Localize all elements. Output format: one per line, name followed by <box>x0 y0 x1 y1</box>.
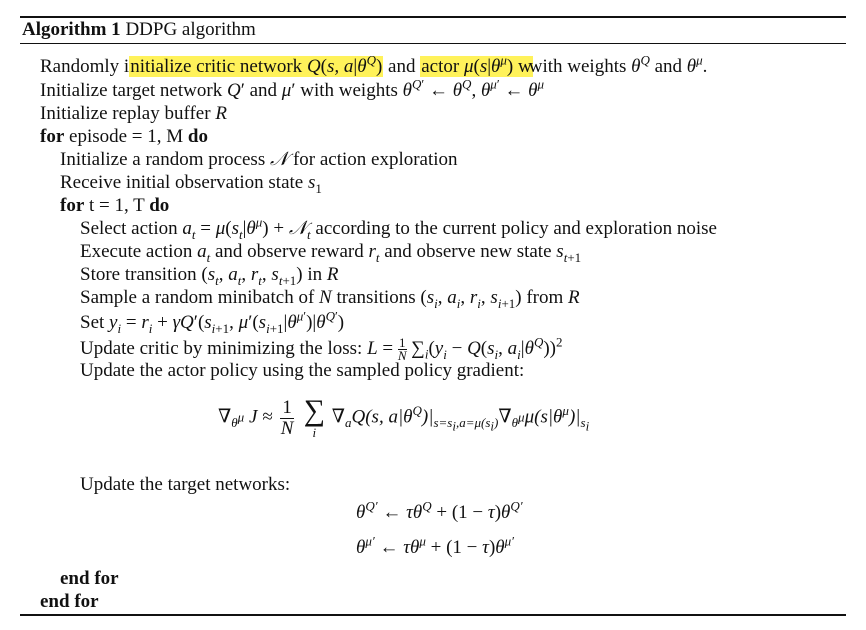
line-update-critic: Update critic by minimizing the loss: L = $\frac{1}{N}$ $\sum_i(y_i - Q(s_i$, $a_i|\theta^Q))^2$ <box>80 334 563 363</box>
top-rule <box>20 16 846 18</box>
bottom-rule <box>20 614 846 616</box>
text: Initialize target network <box>40 80 223 101</box>
text: from <box>526 287 564 308</box>
algorithm-label: Algorithm 1 <box>22 19 121 40</box>
line-for-episode <box>40 126 208 148</box>
keyword-do: do <box>149 195 170 216</box>
text: Sample a random minibatch of <box>80 287 315 308</box>
text: and <box>654 56 683 77</box>
text: and <box>383 56 421 77</box>
text: Select action <box>80 218 178 239</box>
line-execute-action: Execute action $a_t$ and observe reward $r_t$ and observe new state $s_{t+1}$ <box>80 241 582 265</box>
line-update-targets <box>80 474 290 496</box>
highlight-critic: nitialize critic network Q(s, $a|\theta^Q$) <box>130 52 383 77</box>
line-endfor-inner <box>60 568 119 590</box>
text: with weights <box>300 80 398 101</box>
text: Update the actor policy using the sampled policy gradient: <box>80 360 525 381</box>
title-rule <box>20 43 846 44</box>
keyword-endfor: end for <box>40 591 99 612</box>
text: and <box>249 80 278 101</box>
algorithm-title <box>22 19 256 41</box>
keyword-for: for <box>60 195 85 216</box>
line-replay-buffer: Initialize replay buffer R <box>40 103 227 124</box>
text: Store transition <box>80 264 197 285</box>
text: actor <box>421 56 464 77</box>
highlight-actor: actor $\mu(s|\theta^\mu)$ w <box>421 52 532 77</box>
target-update-actor: $\theta^{\mu'}$ ← $\tau\theta^\mu + (1 - \tau)\theta^{\mu'}$ <box>356 533 515 558</box>
text: Update the target networks: <box>80 474 291 495</box>
text: Update critic by minimizing the loss: <box>80 337 363 359</box>
algorithm-name: DDPG algorithm <box>125 19 256 40</box>
text: and observe reward <box>214 241 364 262</box>
text: Initialize a random process <box>60 149 266 170</box>
line-for-t <box>60 195 169 217</box>
text: for action exploration <box>292 149 458 170</box>
keyword-do: do <box>187 126 208 147</box>
text: Randomly i <box>40 56 130 77</box>
text: Initialize replay buffer <box>40 103 211 124</box>
target-update-critic: $\theta^{Q'}$ ← $\tau\theta^Q + (1 - \tau)\theta^{Q'}$ <box>356 498 523 523</box>
line-store-transition: Store transition ($s_t$, $a_t$, $r_t$, $s_{t+1}$) in R <box>80 264 339 288</box>
line-update-actor <box>80 360 524 382</box>
text: t = 1, T <box>89 195 145 216</box>
text: Execute action <box>80 241 193 262</box>
line-sample-minibatch: Sample a random minibatch of N transitions ($s_i$, $a_i$, $r_i$, $s_{i+1}$) from R <box>80 287 580 311</box>
text: according to the current policy and exploration noise <box>315 218 717 239</box>
keyword-for: for <box>40 126 65 147</box>
fraction: $\frac{1}{N}$ <box>280 396 294 439</box>
line-init-target: Initialize target network Q′ and μ′ with weights $\theta^{Q'}$ ← $\theta^Q$, $\theta^{\mu'}$ ← $\theta^\mu$ <box>40 76 545 101</box>
text: episode = 1, M <box>69 126 184 147</box>
text: nitialize critic network <box>130 56 307 77</box>
keyword-endfor: end for <box>60 568 119 589</box>
line-set-target: Set $y_i = r_i + \gamma Q'(s_{i+1}$, $\mu'(s_{i+1}|\theta^{\mu'})|\theta^{Q'}$) <box>80 308 345 336</box>
text: with weights <box>528 56 627 77</box>
sum-symbol: ∑ i <box>303 394 325 440</box>
text: and observe new state <box>384 241 552 262</box>
policy-gradient-equation: $\nabla_{\theta^\mu}$ J ≈ $\frac{1}{N}$ ∑ i $\nabla_aQ(s$, $a|\theta^Q)|_{s=s_i,a=\mu(s_i)}\nabla_{\theta^\mu}\mu(s|\theta^\mu)|_{s_i}$ <box>218 394 590 440</box>
text: Set <box>80 312 105 333</box>
text: in <box>307 264 323 285</box>
text: Receive initial observation state <box>60 172 304 193</box>
line-initial-state: Receive initial observation state $s_1$ <box>60 172 322 196</box>
line-select-action: Select action $a_t = \mu(s_t|\theta^\mu)$ + 𝒩$_t$ according to the current policy and exploration noise <box>80 214 717 242</box>
line-endfor-outer <box>40 591 99 613</box>
line-init-networks: Randomly initialize critic network Q(s, $a|\theta^Q$) and actor $\mu(s|\theta^\mu)$ wwith weights $\theta^Q$ and $\theta^\mu$. <box>40 52 708 77</box>
text: transitions <box>336 287 416 308</box>
line-random-process: Initialize a random process 𝒩 for action exploration <box>60 149 458 170</box>
